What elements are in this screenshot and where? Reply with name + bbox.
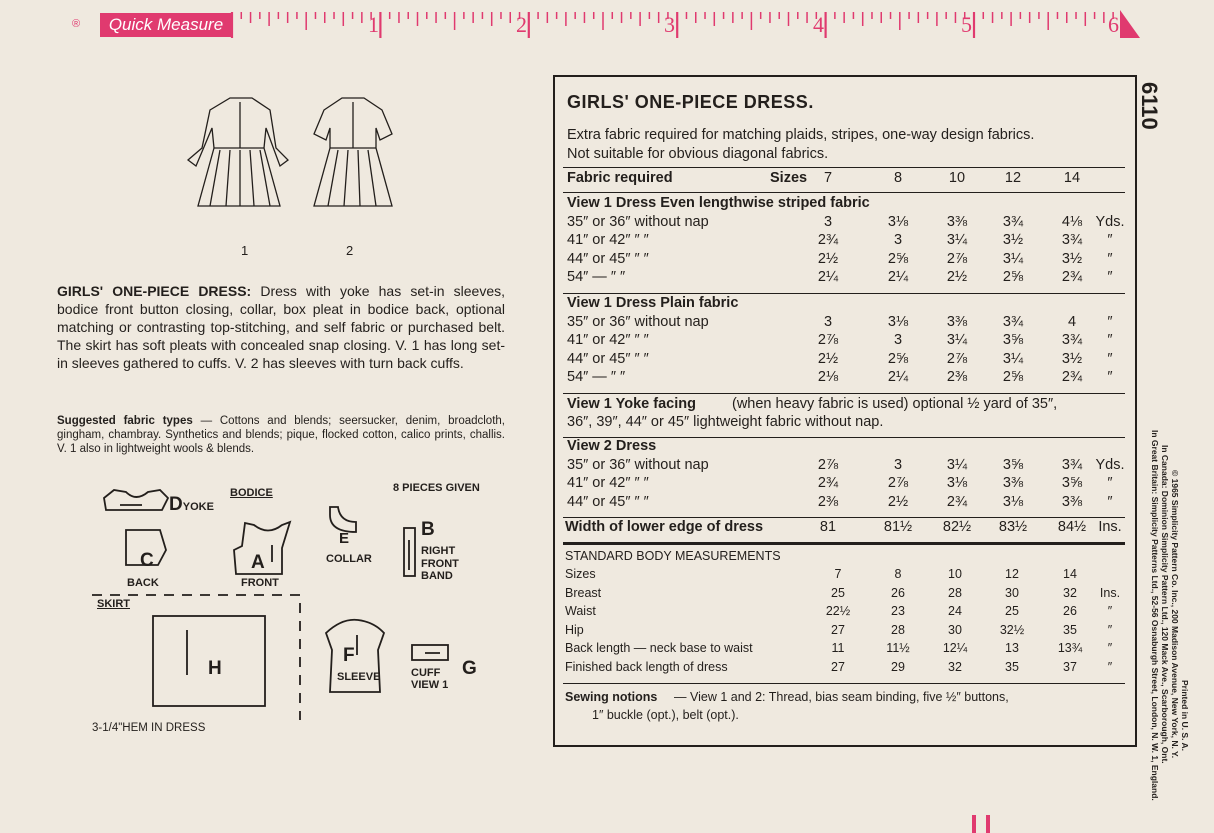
section-heading: View 1 Dress Even lengthwise striped fabric — [567, 195, 870, 211]
pieces-count: 8 PIECES GIVEN — [393, 482, 480, 494]
yardage-value: 2⅜ — [817, 493, 839, 510]
yardage-value: 2¼ — [887, 368, 909, 385]
unit-label: ″ — [1107, 660, 1113, 674]
yardage-value: 3⅝ — [1061, 475, 1083, 492]
chart-divider — [563, 192, 1125, 193]
yardage-value: 3¼ — [946, 457, 968, 473]
body-measurement-value: 7 — [834, 567, 842, 581]
yardage-value: 3¼ — [1002, 350, 1024, 367]
quick-measure-label: Quick Measure — [100, 13, 232, 37]
ruler-end-arrow — [1120, 10, 1140, 38]
body-measurement-value: 26 — [891, 585, 905, 600]
suggested-text: — Cottons and blends; seersucker, denim, broadcloth, gingham, chambray. Synthetics and blends; pique, flocked cotton, calico prints, challis. V. 1 also in lightweight wools & blends. — [57, 415, 505, 455]
yardage-value: 3 — [823, 314, 833, 330]
yardage-value: 3¼ — [946, 332, 968, 349]
piece-b-name: RIGHT FRONT BAND — [421, 545, 459, 582]
size-column-header: 7 — [823, 170, 833, 186]
dress-illustrations — [180, 88, 400, 263]
yardage-value: 3¾ — [1002, 314, 1024, 330]
width-value: 83½ — [998, 519, 1028, 535]
section-heading: View 2 Dress — [567, 438, 657, 454]
width-value: 81½ — [883, 519, 913, 535]
yardage-value: 3⅜ — [946, 314, 968, 330]
piece-e-name: COLLAR — [326, 553, 372, 565]
collar-piece — [330, 507, 356, 532]
body-measurement-value: 10 — [948, 567, 962, 581]
yardage-value: 3¾ — [1061, 232, 1083, 249]
fabric-width-label: 35″ or 36″ without nap — [567, 214, 709, 230]
body-measurement-value: 30 — [1005, 585, 1019, 600]
body-measurement-value: 37 — [1063, 660, 1077, 674]
yoke-facing-text: 36″, 39″, 44″ or 45″ lightweight fabric without nap. — [567, 414, 884, 430]
fabric-width-label: 41″ or 42″ ″ ″ — [567, 475, 649, 492]
unit-label: Ins. — [1099, 585, 1121, 600]
size-column-header: 10 — [948, 170, 966, 186]
yardage-value: 3¼ — [946, 232, 968, 249]
yardage-value: 2⅝ — [1002, 268, 1024, 285]
skirt-heading: SKIRT — [97, 598, 130, 610]
body-measurement-value: 13¾ — [1057, 641, 1083, 656]
unit-label: Ins. — [1098, 519, 1122, 535]
section-heading: View 1 Dress Plain fabric — [567, 295, 739, 311]
body-measurement-value: 23 — [891, 604, 905, 619]
body-measurement-value: 25 — [1005, 604, 1019, 619]
view-1-dress-sketch — [188, 98, 288, 206]
body-measurement-label: Sizes — [565, 567, 596, 581]
sewing-notions-text: — View 1 and 2: Thread, bias seam binding, five ½″ buttons, — [674, 690, 1009, 704]
body-measurement-value: 12¼ — [942, 641, 968, 656]
width-value: 82½ — [942, 519, 972, 535]
yardage-value: 3½ — [1061, 250, 1083, 267]
unit-label: ″ — [1107, 622, 1113, 637]
sewing-notions-label: Sewing notions — [565, 690, 658, 704]
width-value: 81 — [819, 519, 837, 535]
yardage-value: 2⅞ — [817, 332, 839, 349]
body-measurement-label: Finished back length of dress — [565, 660, 728, 674]
unit-label: Yds. — [1095, 457, 1125, 473]
chart-divider — [563, 542, 1125, 545]
yardage-value: 3⅛ — [946, 475, 968, 492]
body-measurement-value: 35 — [1063, 622, 1077, 637]
piece-g-letter: G — [462, 658, 477, 679]
yardage-value: 2¾ — [817, 232, 839, 249]
body-measurement-value: 25 — [831, 585, 845, 600]
view-2-label: 2 — [346, 243, 354, 258]
fabric-width-label: 41″ or 42″ ″ ″ — [567, 332, 649, 349]
yoke-facing-text: (when heavy fabric is used) optional ½ yard of 35″, — [732, 396, 1058, 412]
yardage-value: 3⅜ — [1002, 475, 1024, 492]
body-measurement-value: 13 — [1005, 641, 1019, 656]
unit-label: ″ — [1107, 268, 1113, 285]
size-column-header: 8 — [893, 170, 903, 186]
yardage-value: 3⅛ — [1002, 493, 1024, 510]
yardage-value: 2⅛ — [817, 368, 839, 385]
body-measurement-label: Breast — [565, 585, 602, 600]
ruler-inch-3: 3 — [664, 12, 675, 37]
body-measurement-value: 32½ — [999, 622, 1025, 637]
yardage-value: 2⅞ — [887, 475, 909, 492]
unit-label: ″ — [1107, 604, 1113, 619]
fabric-width-label: 35″ or 36″ without nap — [567, 457, 709, 473]
chart-divider — [563, 683, 1125, 684]
ruler-inch-4: 4 — [813, 12, 824, 37]
body-measurement-value: 14 — [1063, 567, 1077, 581]
unit-label: Yds. — [1095, 214, 1125, 230]
yardage-value: 3⅜ — [946, 214, 968, 230]
yardage-value: 3 — [893, 457, 903, 473]
sizes-header: Sizes — [770, 170, 808, 186]
body-measurements-heading: STANDARD BODY MEASUREMENTS — [565, 549, 781, 563]
yardage-value: 2½ — [817, 250, 839, 267]
yoke-piece — [104, 490, 168, 510]
bodice-heading: BODICE — [230, 487, 273, 499]
yardage-value: 2¾ — [1061, 268, 1083, 285]
yardage-value: 3⅝ — [1002, 457, 1024, 473]
yardage-value: 3½ — [1061, 350, 1083, 367]
yardage-value: 2½ — [887, 493, 909, 510]
pattern-number: 6110 — [1137, 82, 1162, 130]
yardage-value: 4 — [1067, 314, 1077, 330]
body-measurement-value: 27 — [831, 660, 845, 674]
fabric-width-label: 44″ or 45″ ″ ″ — [567, 493, 649, 510]
body-measurement-value: 11½ — [886, 641, 910, 656]
fabric-width-label: 54″ — ″ ″ — [567, 368, 626, 385]
body-measurement-value: 11 — [831, 641, 845, 656]
piece-e-letter: E — [339, 530, 350, 547]
size-column-header: 12 — [1004, 170, 1022, 186]
yardage-value: 2¾ — [1061, 368, 1083, 385]
chart-divider — [563, 293, 1125, 294]
fabric-width-label: 54″ — ″ ″ — [567, 268, 626, 285]
publisher-imprint — [1150, 430, 1190, 801]
piece-a-name: FRONT — [241, 577, 279, 589]
yardage-value: 2¼ — [887, 268, 909, 285]
view-2-dress-sketch — [314, 98, 392, 206]
body-measurement-value: 32 — [1063, 585, 1077, 600]
pattern-description — [57, 282, 505, 372]
body-measurement-value: 12 — [1005, 567, 1019, 581]
yardage-value: 2½ — [946, 268, 968, 285]
imprint-line: In Canada: Dominion Simplicity Pattern Ltd., 120 Mack Ave., Scarborough, Ont. — [1160, 445, 1170, 764]
yardage-value: 2¾ — [946, 493, 968, 510]
yardage-value: 3 — [893, 332, 903, 349]
body-measurement-value: 35 — [1005, 660, 1019, 674]
yardage-value: 3⅜ — [1061, 493, 1083, 510]
ruler-mark — [986, 815, 990, 833]
ruler-inch-6: 6 — [1108, 12, 1119, 37]
fabric-width-label: 44″ or 45″ ″ ″ — [567, 250, 649, 267]
imprint-line: © 1965 Simplicity Pattern Co. Inc., 200 Madison Avenue, New York, N. Y. — [1170, 470, 1180, 759]
yardage-value: 2⅞ — [817, 457, 839, 473]
chart-divider — [563, 517, 1125, 518]
chart-title: GIRLS' ONE-PIECE DRESS. — [567, 92, 814, 112]
chart-divider — [563, 437, 1125, 438]
unit-label: ″ — [1107, 232, 1113, 249]
yardage-value: 2⅝ — [1002, 368, 1024, 385]
unit-label: ″ — [1107, 641, 1113, 656]
chart-note-1: Extra fabric required for matching plaids, stripes, one-way design fabrics. — [567, 127, 1035, 143]
fabric-width-label: 44″ or 45″ ″ ″ — [567, 350, 649, 367]
fabric-width-label: 35″ or 36″ without nap — [567, 314, 709, 330]
yardage-value: 4⅛ — [1061, 214, 1083, 230]
piece-f-name: SLEEVE — [337, 671, 381, 683]
unit-label: ″ — [1107, 314, 1113, 330]
unit-label: ″ — [1107, 250, 1113, 267]
view-1-label: 1 — [241, 243, 249, 258]
body-measurement-value: 27 — [831, 622, 845, 637]
piece-b-letter: B — [421, 519, 435, 540]
imprint-line: Printed in U. S. A. — [1180, 680, 1190, 751]
width-lower-edge-label: Width of lower edge of dress — [565, 519, 764, 535]
yardage-value: 3⅛ — [887, 214, 909, 230]
body-measurement-value: 28 — [891, 622, 905, 637]
chart-divider — [563, 167, 1125, 168]
size-column-header: 14 — [1063, 170, 1081, 186]
yardage-value: 3½ — [1002, 232, 1024, 249]
body-measurement-value: 32 — [948, 660, 962, 674]
yardage-value: 2⅝ — [887, 250, 909, 267]
body-measurement-label: Back length — neck base to waist — [565, 641, 753, 656]
imprint-line: In Great Britain: Simplicity Patterns Ltd., 52-56 Osnaburgh Street, London, N. W. 1, England. — [1150, 430, 1160, 801]
chart-divider — [563, 393, 1125, 394]
unit-label: ″ — [1107, 368, 1113, 385]
body-measurement-value: 30 — [948, 622, 962, 637]
ruler-inch-2: 2 — [516, 12, 527, 37]
body-measurement-value: 26 — [1063, 604, 1077, 619]
piece-a-letter: A — [251, 552, 265, 573]
sewing-notions-text: 1″ buckle (opt.), belt (opt.). — [592, 708, 739, 722]
yardage-value: 2⅝ — [887, 350, 909, 367]
piece-h-letter: H — [208, 658, 222, 679]
description-body: Dress with yoke has set-in sleeves, bodice front button closing, collar, box pleat in bodice back, optional matching or contrasting top-stitching, and self fabric or purchased belt. The skirt has soft pleats with concealed snap closing. V. 1 has long set-in sleeves gathered to cuffs. V. 2 has sleeves with turn back cuffs. — [57, 283, 506, 371]
unit-label: ″ — [1107, 350, 1113, 367]
piece-g-name: CUFF VIEW 1 — [411, 667, 449, 691]
yardage-value: 2½ — [817, 350, 839, 367]
ruler-inch-1: 1 — [368, 12, 379, 37]
yardage-value: 3⅛ — [887, 314, 909, 330]
yardage-value: 2⅞ — [946, 350, 968, 367]
yardage-value: 3⅝ — [1002, 332, 1024, 349]
yardage-value: 3¾ — [1061, 457, 1083, 473]
body-measurement-value: 8 — [894, 567, 902, 581]
chart-note-2: Not suitable for obvious diagonal fabrics. — [567, 146, 829, 162]
ruler-inch-5: 5 — [961, 12, 972, 37]
yardage-value: 3¾ — [1061, 332, 1083, 349]
body-measurement-value: 22½ — [825, 604, 851, 619]
yardage-value: 3 — [823, 214, 833, 230]
body-measurement-value: 24 — [948, 604, 962, 619]
yardage-value: 2¼ — [817, 268, 839, 285]
piece-c-letter: C — [140, 550, 154, 571]
piece-d: DYOKE — [169, 494, 214, 515]
unit-label: ″ — [1107, 475, 1113, 492]
fabric-required-header: Fabric required — [567, 170, 673, 186]
body-measurement-label: Waist — [565, 604, 596, 619]
piece-c-name: BACK — [127, 577, 159, 589]
suggested-label: Suggested fabric types — [57, 415, 193, 427]
description-title: GIRLS' ONE-PIECE DRESS: — [57, 283, 252, 299]
yardage-value: 2⅜ — [946, 368, 968, 385]
suggested-fabrics — [57, 414, 505, 456]
yardage-value: 3 — [893, 232, 903, 249]
yardage-value: 3¾ — [1002, 214, 1024, 230]
hem-note: 3-1/4"HEM IN DRESS — [92, 722, 206, 734]
body-measurement-value: 28 — [948, 585, 962, 600]
yoke-facing-heading: View 1 Yoke facing — [567, 396, 696, 412]
registered-mark: ® — [72, 18, 81, 30]
skirt-boundary — [92, 595, 300, 720]
piece-f-letter: F — [343, 645, 355, 666]
fabric-width-label: 41″ or 42″ ″ ″ — [567, 232, 649, 249]
yardage-value: 2⅞ — [946, 250, 968, 267]
body-measurement-label: Hip — [565, 622, 584, 637]
width-value: 84½ — [1057, 519, 1087, 535]
unit-label: ″ — [1107, 332, 1113, 349]
body-measurement-value: 29 — [891, 660, 905, 674]
unit-label: ″ — [1107, 493, 1113, 510]
yardage-value: 2¾ — [817, 475, 839, 492]
yardage-value: 3¼ — [1002, 250, 1024, 267]
ruler-mark — [972, 815, 976, 833]
